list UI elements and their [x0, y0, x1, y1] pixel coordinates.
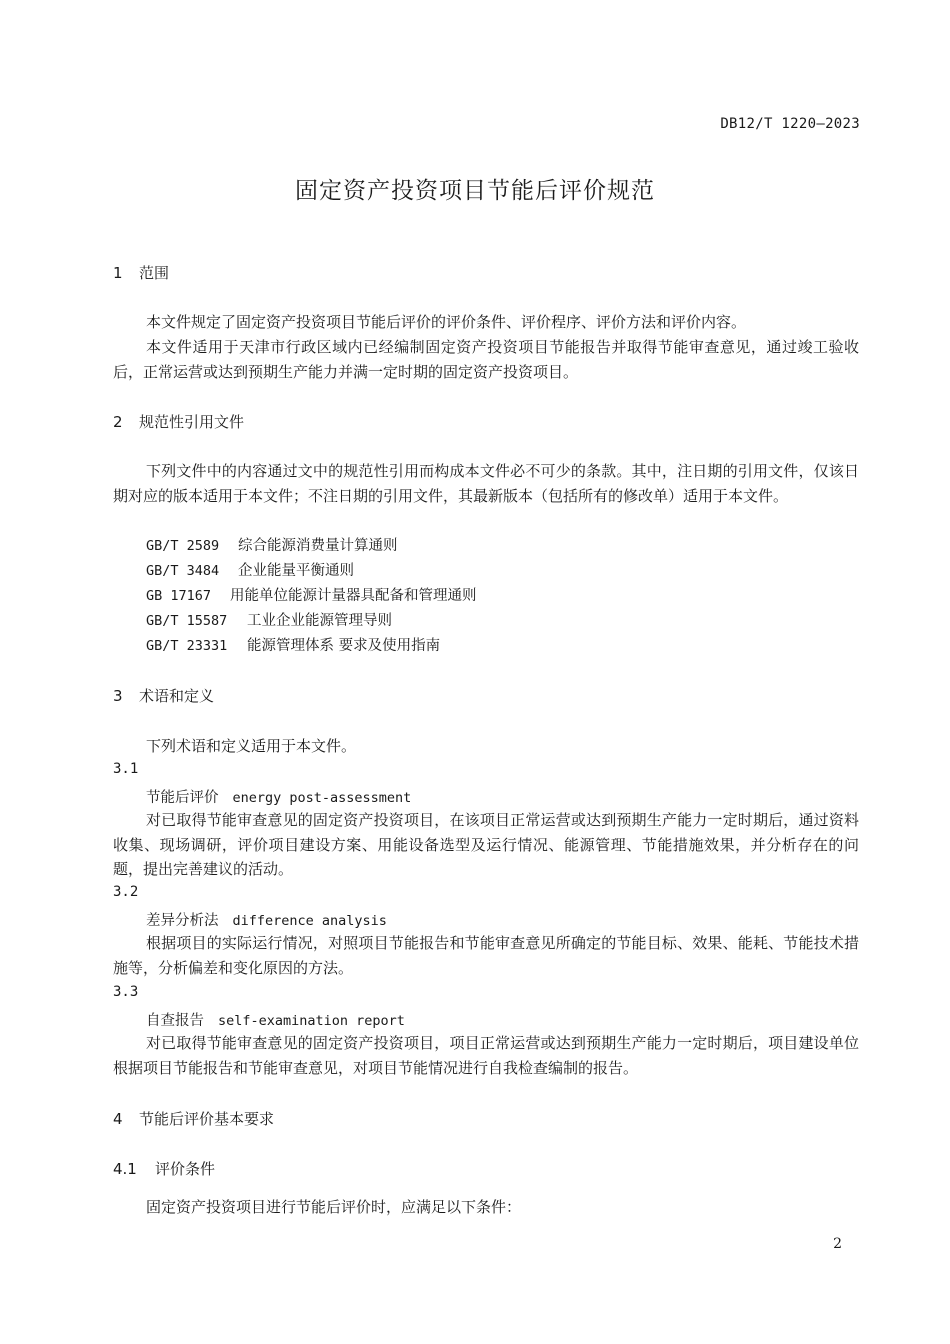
section-title: 术语和定义	[139, 687, 215, 705]
reference-name: 企业能量平衡通则	[238, 563, 354, 579]
reference-name: 工业企业能源管理导则	[247, 613, 392, 629]
term-english: self-examination report	[218, 1013, 405, 1029]
reference-item	[146, 634, 440, 655]
term-english: difference analysis	[232, 913, 387, 929]
scope-paragraph-1: 本文件规定了固定资产投资项目节能后评价的评价条件、评价程序、评价方法和评价内容。	[146, 313, 747, 331]
reference-item	[146, 584, 477, 605]
section-number: 3	[113, 687, 123, 705]
reference-name: 用能单位能源计量器具配备和管理通则	[230, 588, 477, 604]
term-chinese: 差异分析法	[146, 913, 219, 929]
term-english: energy post-assessment	[232, 790, 412, 806]
term-chinese: 自查报告	[146, 1013, 204, 1029]
section-heading-4	[113, 1108, 274, 1129]
term-definition: 对已取得节能审查意见的固定资产投资项目，在该项目正常运营或达到预期生产能力一定时期后，通过资料收集、现场调研，评价项目建设方案、用能设备选型及运行情况、能源管理、节能措施效果，并分析存在的问题，提出完善建议的活动。	[113, 811, 859, 878]
references-intro-paragraph: 下列文件中的内容通过文中的规范性引用而构成本文件必不可少的条款。其中，注日期的引用文件，仅该日期对应的版本适用于本文件；不注日期的引用文件，其最新版本（包括所有的修改单）适用于本文件。	[113, 462, 859, 505]
section-title: 规范性引用文件	[139, 413, 245, 431]
section-title: 评价条件	[155, 1160, 216, 1178]
reference-item	[146, 559, 354, 580]
reference-name: 综合能源消费量计算通则	[238, 538, 398, 554]
section-number: 1	[113, 264, 123, 282]
section-heading-2	[113, 411, 244, 432]
section-title: 节能后评价基本要求	[139, 1110, 275, 1128]
reference-name: 能源管理体系 要求及使用指南	[247, 638, 441, 654]
term-definition: 根据项目的实际运行情况，对照项目节能报告和节能审查意见所确定的节能目标、效果、能耗、节能技术措施等，分析偏差和变化原因的方法。	[113, 934, 859, 977]
section-heading-1	[113, 262, 169, 283]
section-number: 4.1	[113, 1160, 137, 1178]
term-number: 3.2	[113, 884, 139, 900]
section-heading-3	[113, 685, 214, 706]
reference-code: GB/T 23331	[146, 638, 228, 654]
page-number: 2	[833, 1236, 842, 1252]
term-chinese: 节能后评价	[146, 790, 219, 806]
document-title: 固定资产投资项目节能后评价规范	[295, 178, 655, 204]
term-heading	[146, 1009, 405, 1030]
section-number: 2	[113, 413, 123, 431]
reference-code: GB 17167	[146, 588, 212, 604]
reference-item	[146, 534, 398, 555]
document-number: DB12/T 1220—2023	[720, 116, 860, 132]
subsection-heading-4-1	[113, 1158, 215, 1179]
section-title: 范围	[139, 264, 170, 282]
term-heading	[146, 786, 411, 807]
term-number: 3.1	[113, 761, 139, 777]
scope-paragraph-2: 本文件适用于天津市行政区域内已经编制固定资产投资项目节能报告并取得节能审查意见，通过竣工验收后，正常运营或达到预期生产能力并满一定时期的固定资产投资项目。	[113, 338, 859, 381]
term-definition: 对已取得节能审查意见的固定资产投资项目，项目正常运营或达到预期生产能力一定时期后，项目建设单位根据项目节能报告和节能审查意见，对项目节能情况进行自我检查编制的报告。	[113, 1034, 859, 1077]
term-number: 3.3	[113, 984, 139, 1000]
reference-code: GB/T 3484	[146, 563, 220, 579]
reference-code: GB/T 15587	[146, 613, 228, 629]
conditions-intro-paragraph: 固定资产投资项目进行节能后评价时，应满足以下条件：	[146, 1198, 522, 1216]
term-heading	[146, 909, 387, 930]
reference-item	[146, 609, 392, 630]
section-number: 4	[113, 1110, 123, 1128]
reference-code: GB/T 2589	[146, 538, 220, 554]
terms-intro-paragraph: 下列术语和定义适用于本文件。	[146, 737, 357, 755]
